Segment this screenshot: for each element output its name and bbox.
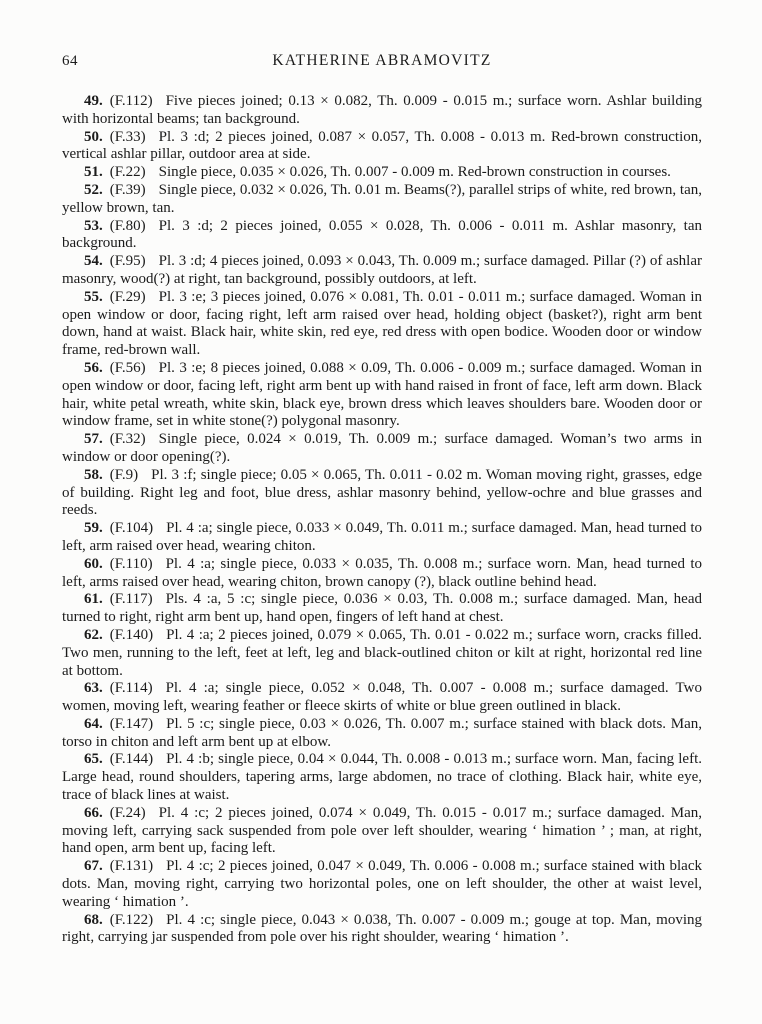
catalog-entry-51: [62, 164, 702, 182]
entry-fragment-ref: (F.24): [109, 804, 146, 821]
entry-fragment-ref: (F.39): [109, 181, 146, 198]
catalog-entry-63: [62, 680, 702, 716]
entry-fragment-ref: (F.114): [109, 680, 153, 697]
entry-description: Five pieces joined; 0.13 × 0.082, Th. 0.009 - 0.015 m.; surface worn. Ashlar building with horizontal beams; tan background.: [62, 93, 702, 127]
entry-number: 61.: [84, 591, 103, 608]
entry-description: Pl. 3 :d; 4 pieces joined, 0.093 × 0.043, Th. 0.009 m.; surface damaged. Pillar (?) of ashlar masonry, wood(?) at right, tan background, possibly outdoors, at left.: [62, 253, 702, 287]
catalog-entry-60: [62, 556, 702, 592]
entry-description: Pl. 4 :c; 2 pieces joined, 0.074 × 0.049, Th. 0.015 - 0.017 m.; surface damaged. Man, moving left, carrying sack suspended from pole over left shoulder, wearing ‘ himation ’ ; man, at right, hand open, arm bent up, facing left.: [62, 804, 702, 857]
entry-number: 59.: [84, 520, 103, 537]
page-number: 64: [62, 53, 78, 69]
catalog-entry-65: [62, 751, 702, 804]
entry-description: Single piece, 0.024 × 0.019, Th. 0.009 m.; surface damaged. Woman’s two arms in window or door opening(?).: [62, 431, 702, 465]
catalog-entry-64: [62, 716, 702, 752]
entry-number: 64.: [84, 715, 103, 732]
catalog-entry-55: [62, 289, 702, 360]
catalog-entry-56: [62, 360, 702, 431]
entry-description: Pl. 4 :a; single piece, 0.033 × 0.035, Th. 0.008 m.; surface worn. Man, head turned to left, arms raised over head, wearing chiton, brown canopy (?), black outline behind head.: [62, 555, 702, 590]
entry-number: 55.: [84, 288, 103, 305]
entry-number: 65.: [84, 751, 103, 768]
entry-fragment-ref: (F.104): [109, 520, 154, 537]
entry-fragment-ref: (F.56): [109, 359, 146, 376]
entry-description: Pl. 4 :a; 2 pieces joined, 0.079 × 0.065, Th. 0.01 - 0.022 m.; surface worn, cracks filled. Two men, running to the left, feet at left, leg and black-outlined chiton or kilt at right, horizontal red line at bottom.: [62, 626, 702, 679]
entry-fragment-ref: (F.22): [109, 164, 146, 181]
entry-number: 53.: [84, 217, 103, 234]
running-header: [62, 52, 702, 72]
catalog-entry-50: [62, 129, 702, 165]
catalog-entry-52: [62, 182, 702, 218]
entry-description: Pl. 4 :c; 2 pieces joined, 0.047 × 0.049, Th. 0.006 - 0.008 m.; surface stained with black dots. Man, moving right, carrying two horizontal poles, one on left shoulder, the other at waist level, wearing ‘ himation ’.: [62, 858, 702, 910]
entry-fragment-ref: (F.32): [109, 431, 146, 448]
entry-number: 54.: [84, 253, 103, 270]
entry-number: 60.: [84, 555, 103, 572]
entry-description: Pls. 4 :a, 5 :c; single piece, 0.036 × 0.03, Th. 0.008 m.; surface damaged. Man, head turned to right, right arm bent up, hand open, fingers of left hand at chest.: [62, 591, 702, 626]
entry-description: Pl. 3 :e; 3 pieces joined, 0.076 × 0.081, Th. 0.01 - 0.011 m.; surface damaged. Woman in open window or door, facing right, left arm raised over head, holding object (basket?), right arm bent down, hand at waist. Black hair, white skin, red eye, red dress with open bodice. Wooden door or window frame, red-brown wall.: [62, 288, 702, 359]
entry-number: 66.: [84, 804, 103, 821]
entry-description: Single piece, 0.032 × 0.026, Th. 0.01 m. Beams(?), parallel strips of white, red brown, tan, yellow brown, tan.: [62, 181, 702, 216]
entry-fragment-ref: (F.80): [109, 217, 146, 234]
entry-description: Pl. 3 :d; 2 pieces joined, 0.087 × 0.057, Th. 0.008 - 0.013 m. Red-brown construction, vertical ashlar pillar, outdoor area at side.: [62, 128, 702, 163]
catalog-entry-62: [62, 627, 702, 680]
entry-description: Pl. 4 :b; single piece, 0.04 × 0.044, Th. 0.008 - 0.013 m.; surface worn. Man, facing left. Large head, round shoulders, tapering arms, large abdomen, no trace of clothing. Black hair, white eye, trace of black lines at waist.: [62, 751, 702, 804]
entry-number: 58.: [84, 466, 103, 483]
entry-description: Pl. 3 :d; 2 pieces joined, 0.055 × 0.028, Th. 0.006 - 0.011 m. Ashlar masonry, tan background.: [62, 217, 702, 252]
entry-number: 51.: [84, 164, 103, 181]
entry-fragment-ref: (F.131): [109, 858, 154, 875]
catalog-entry-49: [62, 93, 702, 129]
entry-number: 52.: [84, 181, 103, 198]
catalog-entry-67: [62, 858, 702, 911]
entry-number: 49.: [84, 93, 103, 109]
entry-fragment-ref: (F.95): [109, 253, 146, 270]
entry-fragment-ref: (F.144): [109, 751, 154, 768]
entry-fragment-ref: (F.112): [109, 93, 153, 109]
entry-fragment-ref: (F.147): [109, 715, 154, 732]
entry-fragment-ref: (F.110): [109, 555, 153, 572]
entry-number: 63.: [84, 680, 103, 697]
entry-description: Pl. 5 :c; single piece, 0.03 × 0.026, Th. 0.007 m.; surface stained with black dots. Man, torso in chiton and left arm bent up at elbow.: [62, 715, 702, 750]
entry-description: Single piece, 0.035 × 0.026, Th. 0.007 - 0.009 m. Red-brown construction in courses.: [158, 164, 671, 181]
entry-fragment-ref: (F.29): [109, 288, 146, 305]
entry-number: 62.: [84, 626, 103, 643]
catalog-entry-61: [62, 591, 702, 627]
entry-fragment-ref: (F.122): [109, 911, 154, 928]
entry-description: Pl. 4 :c; single piece, 0.043 × 0.038, Th. 0.007 - 0.009 m.; gouge at top. Man, moving right, carrying jar suspended from pole over his right shoulder, wearing ‘ himation ’.: [62, 911, 702, 946]
entry-number: 57.: [84, 431, 103, 448]
entry-number: 67.: [84, 858, 103, 875]
running-header-title: KATHERINE ABRAMOVITZ: [272, 52, 492, 69]
entry-description: Pl. 4 :a; single piece, 0.052 × 0.048, Th. 0.007 - 0.008 m.; surface damaged. Two women, moving left, wearing feather or fleece skirts of white or blue green outlined in black.: [62, 680, 702, 715]
catalog-entry-54: [62, 253, 702, 289]
catalog-entry-58: [62, 467, 702, 520]
entry-number: 68.: [84, 911, 103, 928]
entry-fragment-ref: (F.117): [109, 591, 153, 608]
entry-number: 50.: [84, 128, 103, 145]
catalog-entry-66: [62, 805, 702, 858]
catalog-entry-59: [62, 520, 702, 556]
catalog-entries: [62, 93, 702, 947]
entry-description: Pl. 3 :f; single piece; 0.05 × 0.065, Th. 0.011 - 0.02 m. Woman moving right, grasses, edge of building. Right leg and foot, blue dress, ashlar masonry behind, yellow-ochre and blue grasses and reeds.: [62, 466, 702, 519]
entry-fragment-ref: (F.33): [109, 128, 146, 145]
entry-description: Pl. 4 :a; single piece, 0.033 × 0.049, Th. 0.011 m.; surface damaged. Man, head turned to left, arm raised over head, wearing chiton.: [62, 520, 702, 554]
entry-fragment-ref: (F.140): [109, 626, 154, 643]
catalog-entry-68: [62, 912, 702, 948]
catalog-entry-53: [62, 218, 702, 254]
entry-description: Pl. 3 :e; 8 pieces joined, 0.088 × 0.09, Th. 0.006 - 0.009 m.; surface damaged. Woman in open window or door, facing left, right arm bent up with hand raised in front of face, left arm down. Black hair, white petal wreath, white skin, black eye, brown dress which leaves shoulders bare. Wooden door or window frame, set in white stone(?) polygonal masonry.: [62, 359, 702, 430]
entry-number: 56.: [84, 359, 103, 376]
catalog-entry-57: [62, 431, 702, 467]
entry-fragment-ref: (F.9): [109, 466, 139, 483]
